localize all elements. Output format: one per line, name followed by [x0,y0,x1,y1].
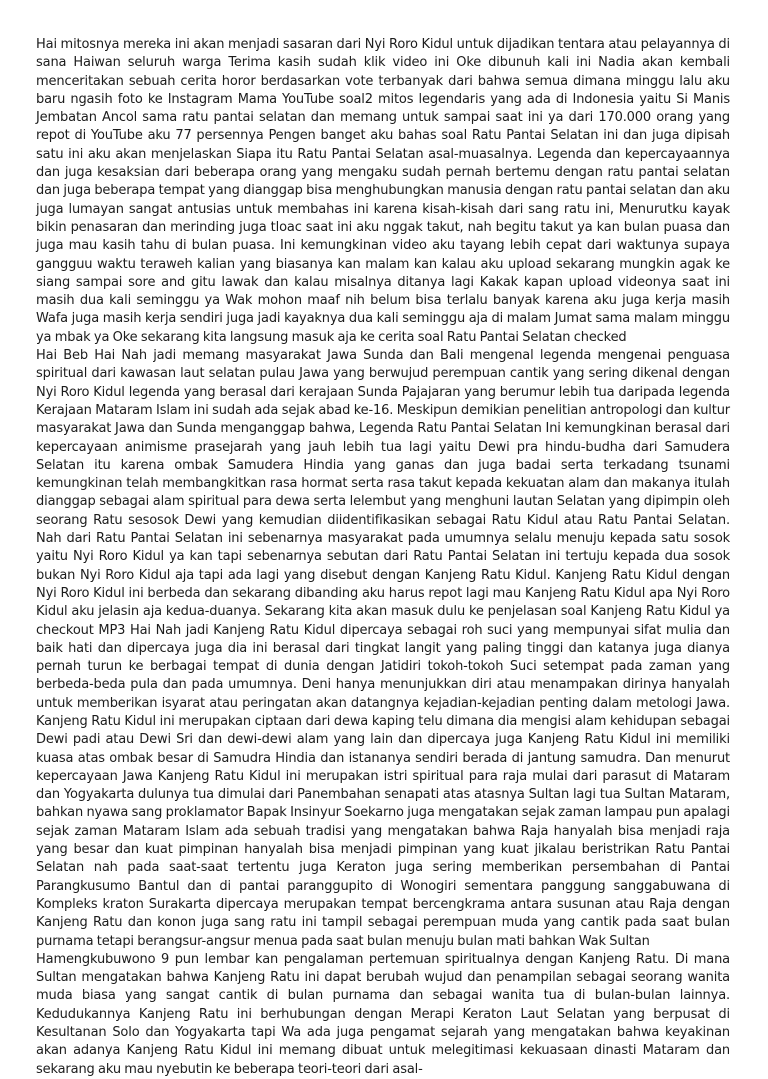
document-page [36,36,730,1077]
paragraph-3: Hamengkubuwono 9 pun lembar kan pengalaman pertemuan spiritualnya dengan Kanjeng Ratu. Di mana Sultan mengatakan bahwa Kanjeng Ratu ini dapat berubah wujud dan penampilan sebagai seorang wanita muda biasa yang sangat cantik di bulan purnama dan sebagai wanita tua di bulan-bulan lainnya. Kedudukannya Kanjeng Ratu ini berhubungan dengan Merapi Keraton Laut Selatan yang berpusat di Kesultanan Solo dan Yogyakarta tapi Wa ada juga pengamat sejarah yang mengatakan bahwa keyakinan akan adanya Kanjeng Ratu Kidul ini memang dibuat untuk melegitimasi kekuasaan dinasti Mataram dan sekarang aku mau nyebutin ke beberapa teori-teori dari asal- [36,951,730,1077]
paragraph-2: Hai Beb Hai Nah jadi memang masyarakat Jawa Sunda dan Bali mengenal legenda mengenai penguasa spiritual dari kawasan laut selatan pulau Jawa yang berwujud perempuan cantik yang sering dikenal dengan Nyi Roro Kidul legenda yang berasal dari kerajaan Sunda Pajajaran yang berumur lebih tua daripada legenda Kerajaan Mataram Islam ini sudah ada sejak abad ke-16. Meskipun demikian penelitian antropologi dan kultur masyarakat Jawa dan Sunda menganggap bahwa, Legenda Ratu Pantai Selatan Ini kemungkinan berasal dari kepercayaan animisme prasejarah yang jauh lebih tua lagi yaitu Dewi pra hindu-budha dari Samudera Selatan itu karena ombak Samudera Hindia yang ganas dan juga badai serta terkadang tsunami kemungkinan telah membangkitkan rasa hormat serta rasa takut kepada kekuatan alam dan makanya itulah dianggap sebagai alam spiritual para dewa serta lelembut yang menghuni lautan Selatan yang dipimpin oleh seorang Ratu sesosok Dewi yang kemudian diidentifikasikan sebagai Ratu Kidul atau Ratu Pantai Selatan. Nah dari Ratu Pantai Selatan ini sebenarnya masyarakat pada umumnya selalu menuju kepada satu sosok yaitu Nyi Roro Kidul ya kan tapi sebenarnya sebutan dari Ratu Pantai Selatan ini tertuju kepada dua sosok bukan Nyi Roro Kidul aja tapi ada lagi yang disebut dengan Kanjeng Ratu Kidul. Kanjeng Ratu Kidul dengan Nyi Roro Kidul ini berbeda dan sekarang dibanding aku harus repot lagi mau Kanjeng Ratu Kidul apa Nyi Roro Kidul aku jelasin aja kedua-duanya. Sekarang kita akan masuk dulu ke penjelasan soal Kanjeng Ratu Kidul ya checkout MP3 Hai Nah jadi Kanjeng Ratu Kidul dipercaya sebagai roh suci yang mempunyai sifat mulia dan baik hati dan dipercaya juga dia ini berasal dari tingkat langit yang paling tinggi dan katanya juga dianya pernah turun ke berbagai tempat di dunia dengan Jatidiri tokoh-tokoh Suci setempat pada zaman yang berbeda-beda pula dan pada umumnya. Deni hanya menunjukkan diri atau menampakan dirinya hanyalah untuk memberikan isyarat atau peringatan akan datangnya kejadian-kejadian penting dalam metologi Jawa. Kanjeng Ratu Kidul ini merupakan ciptaan dari dewa kaping telu dimana dia mengisi alam kehidupan sebagai Dewi padi atau Dewi Sri dan dewi-dewi alam yang lain dan dipercaya juga Kanjeng Ratu Kidul ini memiliki kuasa atas ombak besar di Samudra Hindia dan istananya sendiri berada di jantung samudra. Dan menurut kepercayaan Jawa Kanjeng Ratu Kidul ini merupakan istri spiritual para raja mulai dari parasut di Mataram dan Yogyakarta dulunya tua dimulai dari Panembahan senapati atas atasnya Sultan lagi tua Sultan Mataram, bahkan nyawa sang proklamator Bapak Insinyur Soekarno juga mengatakan sejak zaman lampau pun apalagi sejak zaman Mataram Islam ada sebuah tradisi yang mengatakan bahwa Raja hanyalah bisa menjadi raja yang besar dan kuat pimpinan hanyalah bisa menjadi pimpinan yang kuat jikalau beristrikan Ratu Pantai Selatan nah pada saat-saat tertentu juga Keraton juga sering memberikan persembahan di Pantai Parangkusumo Bantul dan di pantai paranggupito di Wonogiri sementara panggung sanggabuwana di Kompleks kraton Surakarta dipercaya merupakan tempat bercengkrama antara susunan atau Raja dengan Kanjeng Ratu dan konon juga sang ratu ini tampil sebagai perempuan muda yang cantik pada saat bulan purnama tetapi berangsur-angsur menua pada saat bulan menuju bulan mati bahkan Wak Sultan [36,348,730,949]
paragraph-1: Hai mitosnya mereka ini akan menjadi sasaran dari Nyi Roro Kidul untuk dijadikan tentara atau pelayannya di sana Haiwan seluruh warga Terima kasih sudah klik video ini Oke dibunuh kali ini Nadia akan kembali menceritakan sebuah cerita horor berdasarkan vote terbanyak dari bahwa semua dimana minggu lalu aku baru ngasih foto ke Instagram Mama YouTube soal2 mitos legendaris yang ada di Indonesia yaitu Si Manis Jembatan Ancol sama ratu pantai selatan dan memang untuk sampai saat ini ya dari 170.000 orang yang repot di YouTube aku 77 persennya Pengen banget aku bahas soal Ratu Pantai Selatan ini dan juga dipisah satu ini aku akan menjelaskan Siapa itu Ratu Pantai Selatan asal-muasalnya. Legenda dan kepercayaannya dan juga kesaksian dari beberapa orang yang mengaku sudah pernah bertemu dengan ratu pantai selatan dan juga beberapa tempat yang dianggap bisa menghubungkan manusia dengan ratu pantai selatan dan aku juga lumayan sangat antusias untuk membahas ini karena kisah-kisah dari sang ratu ini, Menurutku kayak bikin penasaran dan merinding juga tloac saat ini aku nggak takut, nah begitu takut ya kan bulan puasa dan juga mau kasih tahu di bulan puasa. Ini kemungkinan video aku tayang lebih cepat dari waktunya supaya gangguu waktu teraweh kalian yang biasanya kan malam kan kalau aku upload sekarang mungkin agak ke siang sampai sore and gitu lawak dan kalau misalnya ditanya lagi Kakak kapan upload videonya saat ini masih dua kali seminggu ya Wak mohon maaf nih belum bisa terlalu banyak karena aku juga kerja masih Wafa juga masih kerja sendiri juga jadi kayaknya dua kali seminggu aja di malam Jumat sama malam minggu ya mbak ya Oke sekarang kita langsung masuk aja ke cerita soal Ratu Pantai Selatan checked [36,37,730,345]
